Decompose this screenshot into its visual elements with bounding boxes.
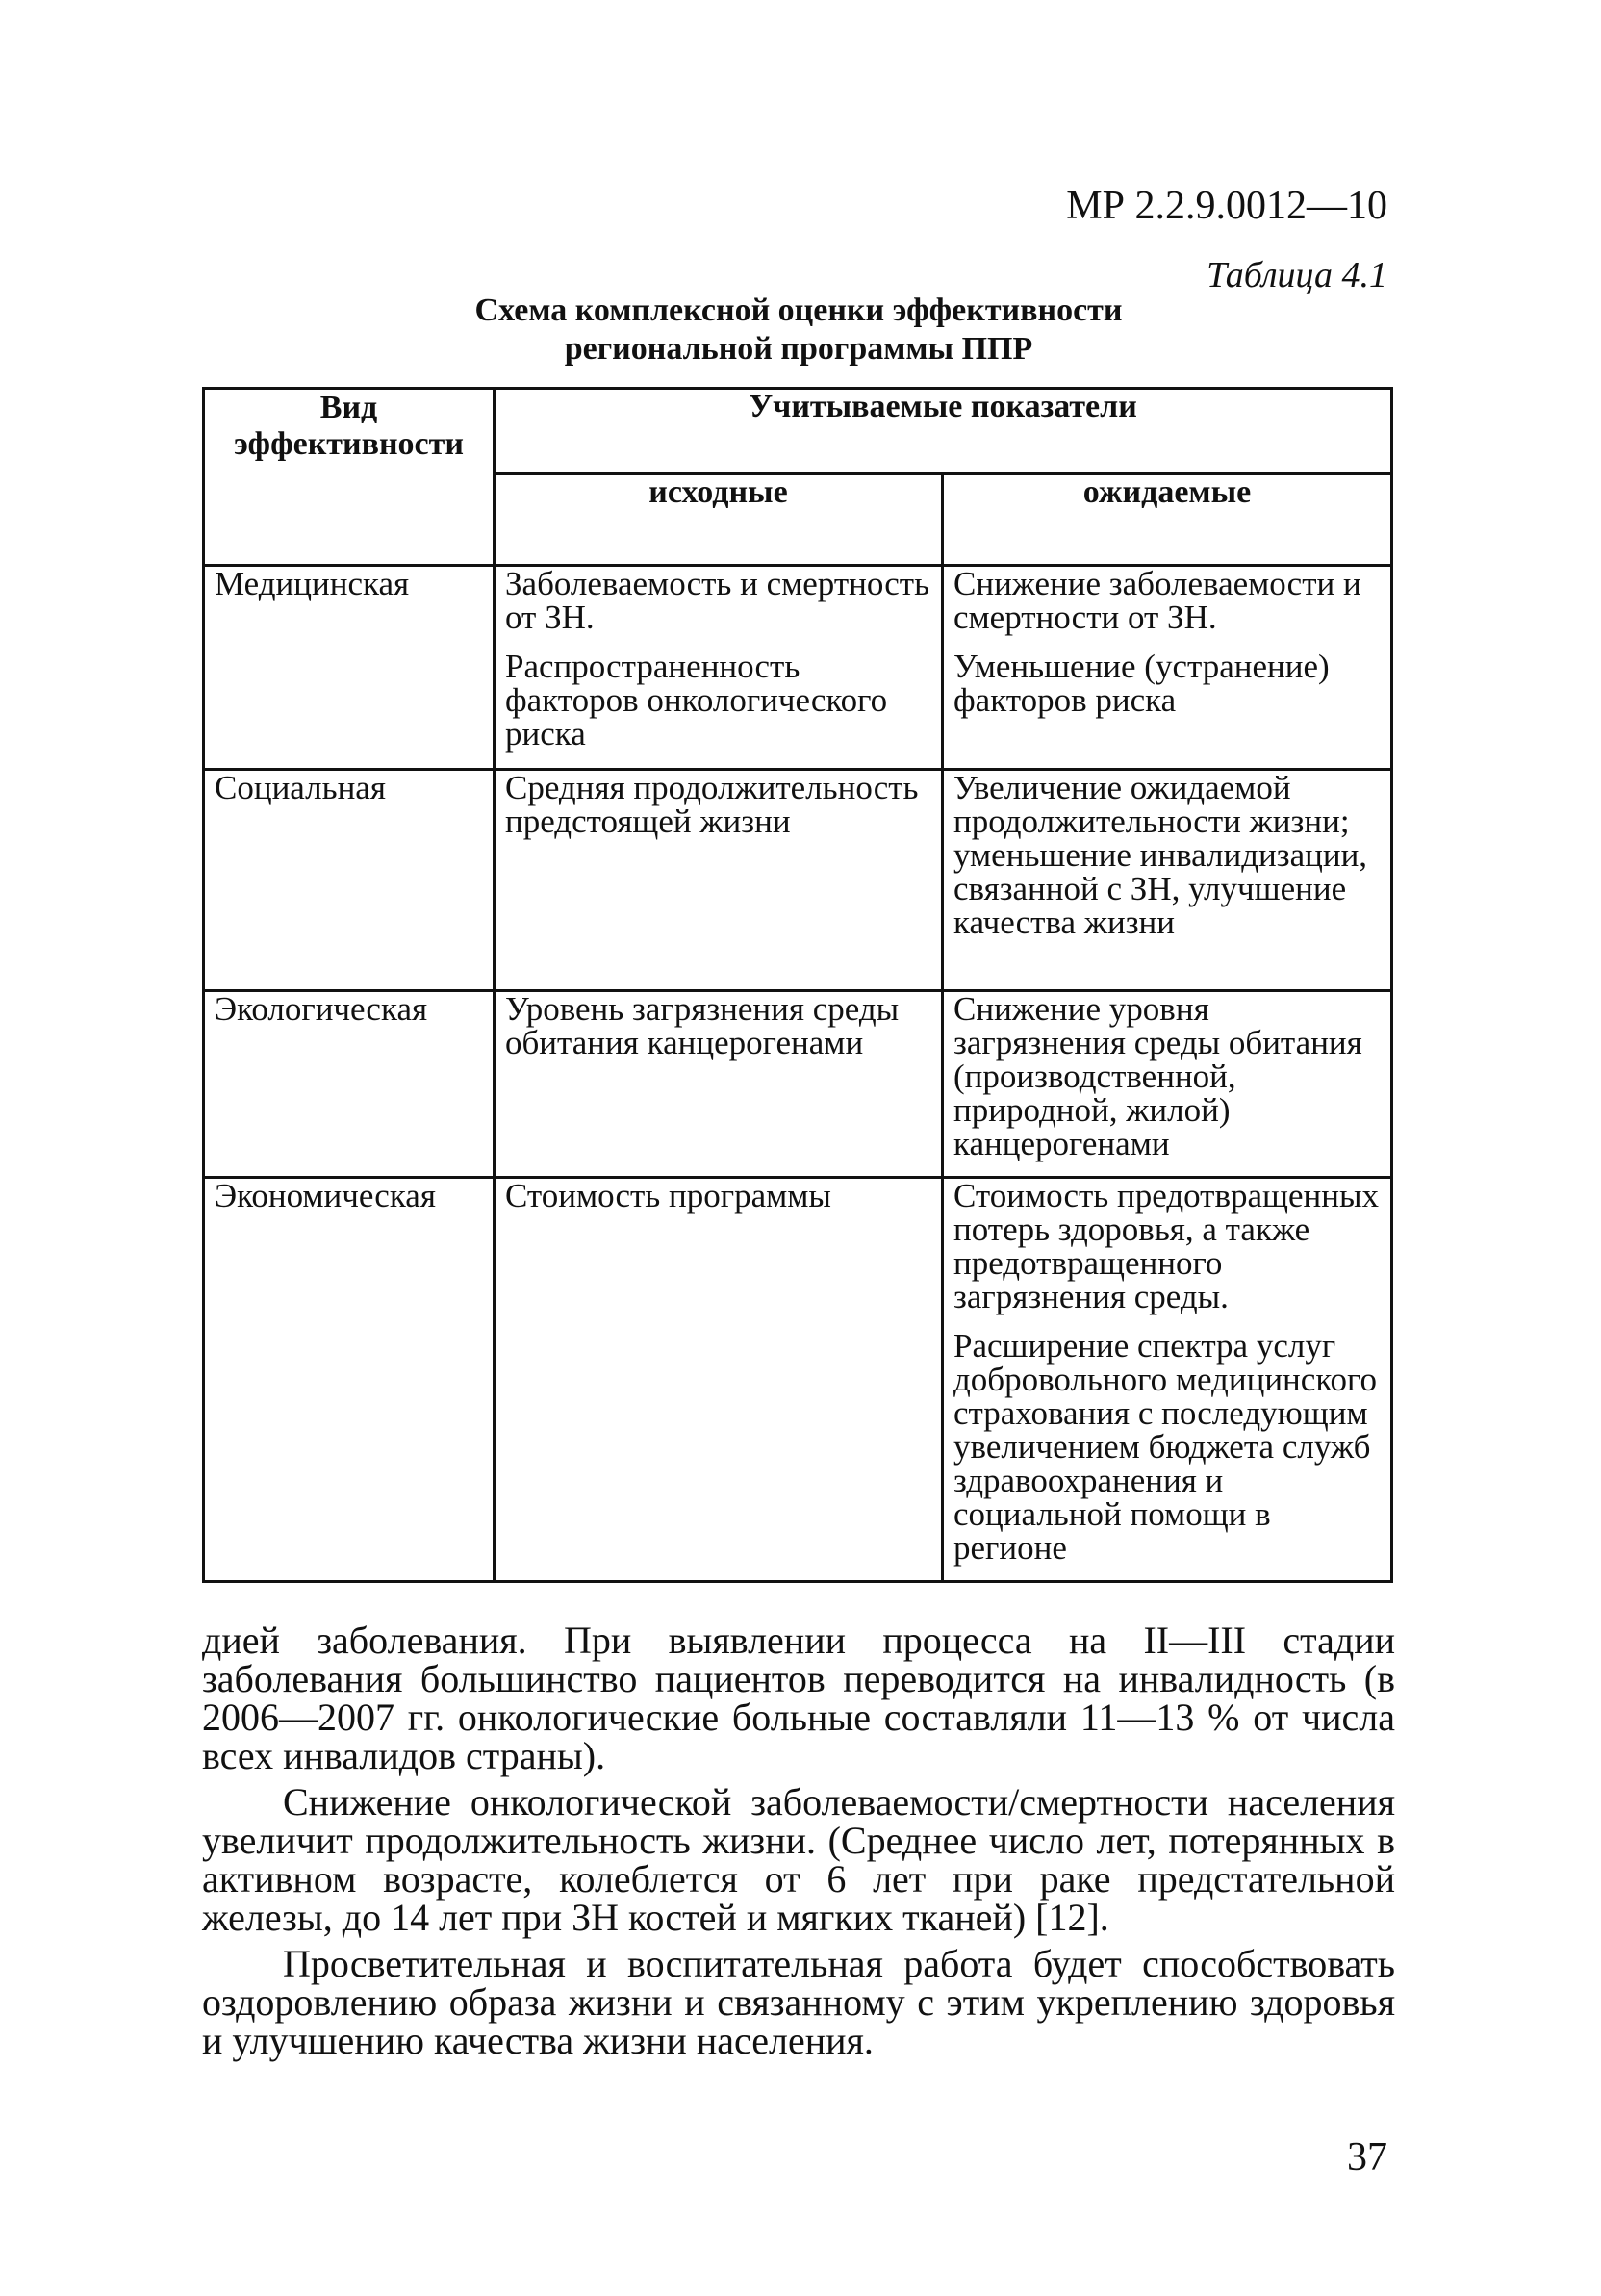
paragraph: дией заболевания. При выявлении процесса на II—III стадии заболевания большинство пациентов переводится на инвалидность (в 2006—2007 гг. онкологические больные составляли 11—13 % от числа всех инвалидов страны). <box>202 1619 1395 1777</box>
page-number: 37 <box>1347 2135 1387 2180</box>
cell-expected <box>943 1178 1392 1582</box>
cell-paragraph: Стоимость программы <box>505 1177 831 1214</box>
cell-expected <box>943 566 1392 770</box>
header-expected: ожидаемые <box>943 474 1392 566</box>
cell-expected <box>943 991 1392 1178</box>
cell-paragraph: Снижение уровня загрязнения среды обитания (производственной, природной, жилой) канцерогенами <box>953 990 1362 1162</box>
header-initial: исходные <box>495 474 943 566</box>
cell-paragraph: Снижение заболеваемости и смертности от ЗН. <box>953 565 1361 636</box>
table-title-line2: региональной программы ППР <box>564 331 1033 367</box>
cell-paragraph: Стоимость предотвращенных потерь здоровья, а также предотвращенного загрязнения среды. <box>953 1177 1379 1315</box>
table-title <box>404 292 1193 369</box>
table-row <box>204 991 1392 1178</box>
cell-initial <box>495 991 943 1178</box>
table-row <box>204 566 1392 770</box>
document-code: МР 2.2.9.0012—10 <box>1066 184 1387 228</box>
cell-paragraph: Средняя продолжительность предстоящей жизни <box>505 769 919 840</box>
paragraph: Просветительная и воспитательная работа будет способствовать оздоровлению образа жизни и связанному с этим укреплению здоровья и улучшению качества жизни населения. <box>202 1942 1395 2062</box>
cell-paragraph: Заболеваемость и смертность от ЗН. <box>505 565 930 636</box>
cell-initial <box>495 1178 943 1582</box>
effectiveness-table <box>202 387 1393 1583</box>
cell-type: Медицинская <box>204 566 495 770</box>
cell-type: Экономическая <box>204 1178 495 1582</box>
cell-type: Экологическая <box>204 991 495 1178</box>
cell-paragraph: Расширение спектра услуг добровольного медицинского страхования с последующим увеличением бюджета служб здравоохранения и социальной помощи в регионе <box>953 1327 1378 1567</box>
table-title-line1: Схема комплексной оценки эффективности <box>474 293 1123 328</box>
header-vid: Вид эффективности <box>204 389 495 566</box>
cell-paragraph: Уровень загрязнения среды обитания канцерогенами <box>505 990 900 1061</box>
body-text <box>202 1621 1395 2060</box>
cell-paragraph: Распространенность факторов онкологического риска <box>505 648 888 753</box>
header-indicators: Учитываемые показатели <box>495 389 1392 474</box>
table-row <box>204 1178 1392 1582</box>
cell-paragraph: Уменьшение (устранение) факторов риска <box>953 648 1330 719</box>
cell-initial <box>495 566 943 770</box>
table-row <box>204 770 1392 991</box>
paragraph: Снижение онкологической заболеваемости/смертности населения увеличит продолжительность жизни. (Среднее число лет, потерянных в активном возрасте, колеблется от 6 лет при раке предстательной железы, до 14 лет при ЗН костей и мягких тканей) [12]. <box>202 1780 1395 1939</box>
table-label: Таблица 4.1 <box>1207 255 1387 295</box>
cell-type: Социальная <box>204 770 495 991</box>
cell-initial <box>495 770 943 991</box>
cell-paragraph: Увеличение ожидаемой продолжительности жизни; уменьшение инвалидизации, связанной с ЗН, улучшение качества жизни <box>953 769 1368 941</box>
cell-expected <box>943 770 1392 991</box>
